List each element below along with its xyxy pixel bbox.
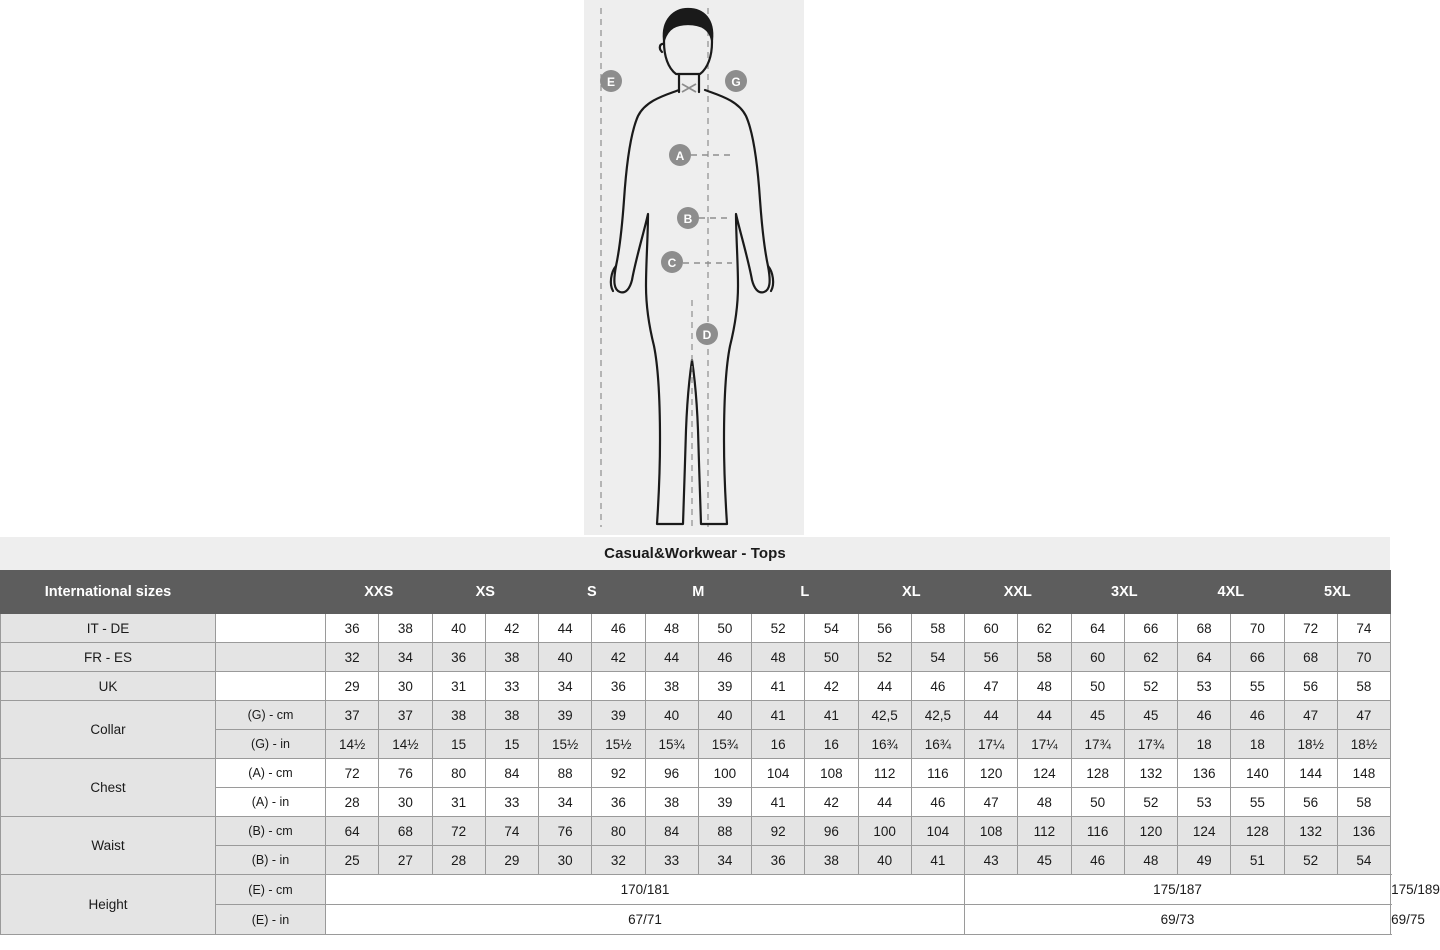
cell-value: 39: [592, 701, 645, 730]
cell-value: 33: [485, 672, 538, 701]
cell-value: 45: [1018, 846, 1071, 875]
cell-value: 80: [432, 759, 485, 788]
svg-text:C: C: [667, 256, 677, 270]
cell-value: 25: [326, 846, 379, 875]
cell-value: 108: [965, 817, 1018, 846]
cell-value: 64: [1071, 614, 1124, 643]
cell-value: 18½: [1284, 730, 1337, 759]
row-label: Waist: [1, 817, 216, 875]
svg-text:G: G: [731, 75, 741, 89]
cell-value: 48: [752, 643, 805, 672]
cell-value: 40: [858, 846, 911, 875]
table-row-height: (E) - in 67/71 69/73 69/75: [1, 905, 1391, 935]
table-row: [1, 759, 1391, 788]
cell-value: 31: [432, 672, 485, 701]
cell-value: 68: [1284, 643, 1337, 672]
table-row: [1, 643, 1391, 672]
collar-mark: [682, 84, 696, 92]
row-unit: [216, 643, 326, 672]
table-row: [1, 614, 1391, 643]
cell-value: 132: [1284, 817, 1337, 846]
cell-value: 56: [1284, 788, 1337, 817]
cell-value: 108: [805, 759, 858, 788]
cell-value: 34: [539, 672, 592, 701]
row-unit: (G) - in: [216, 730, 326, 759]
cell-value: 46: [911, 788, 964, 817]
cell-value: 30: [539, 846, 592, 875]
cell-value: 18: [1231, 730, 1284, 759]
cell-value: 39: [698, 672, 751, 701]
cell-value: 88: [539, 759, 592, 788]
marker-D: [696, 323, 718, 345]
cell-value: 70: [1231, 614, 1284, 643]
table-row-height: Height (E) - cm 170/181 175/187 175/189: [1, 875, 1391, 905]
cell-value: 54: [911, 643, 964, 672]
cell-value: 62: [1018, 614, 1071, 643]
cell-value: 32: [326, 643, 379, 672]
header-size-m: M: [645, 571, 752, 614]
cell-value: 92: [592, 759, 645, 788]
cell-value: 104: [752, 759, 805, 788]
cell-height-range: 69/73: [965, 905, 1391, 935]
cell-value: 15¾: [645, 730, 698, 759]
cell-value: 46: [1231, 701, 1284, 730]
cell-value: 48: [1018, 788, 1071, 817]
cell-value: 56: [1284, 672, 1337, 701]
cell-value: 47: [1337, 701, 1390, 730]
cell-value: 38: [379, 614, 432, 643]
cell-value: 15½: [592, 730, 645, 759]
cell-value: 17¼: [1018, 730, 1071, 759]
cell-value: 40: [539, 643, 592, 672]
cell-value: 15¾: [698, 730, 751, 759]
cell-value: 55: [1231, 788, 1284, 817]
cell-value: 46: [592, 614, 645, 643]
cell-value: 72: [1284, 614, 1337, 643]
cell-value: 96: [645, 759, 698, 788]
cell-value: 120: [965, 759, 1018, 788]
cell-value: 50: [1071, 788, 1124, 817]
cell-value: 15: [432, 730, 485, 759]
cell-value: 38: [485, 701, 538, 730]
cell-value: 48: [645, 614, 698, 643]
cell-value: 45: [1071, 701, 1124, 730]
cell-value: 56: [965, 643, 1018, 672]
chart-title-bar: [0, 537, 1390, 570]
cell-value: 44: [1018, 701, 1071, 730]
cell-value: 44: [858, 788, 911, 817]
cell-value: 41: [911, 846, 964, 875]
cell-value: 36: [592, 788, 645, 817]
cell-value: 136: [1178, 759, 1231, 788]
cell-value: 39: [539, 701, 592, 730]
cell-value: 40: [645, 701, 698, 730]
cell-value: 28: [432, 846, 485, 875]
cell-value: 76: [539, 817, 592, 846]
marker-B: [677, 207, 699, 229]
cell-value: 144: [1284, 759, 1337, 788]
cell-value: 104: [911, 817, 964, 846]
header-size-l: L: [752, 571, 859, 614]
marker-G: [725, 70, 747, 92]
header-size-s: S: [539, 571, 646, 614]
cell-value: 72: [326, 759, 379, 788]
marker-A: [669, 144, 691, 166]
cell-value: 27: [379, 846, 432, 875]
row-label: UK: [1, 672, 216, 701]
cell-value: 16¾: [858, 730, 911, 759]
cell-value: 38: [432, 701, 485, 730]
table-row: [1, 701, 1391, 730]
header-size-3xl: 3XL: [1071, 571, 1178, 614]
cell-value: 36: [752, 846, 805, 875]
svg-text:B: B: [683, 212, 693, 226]
header-size-xxl: XXL: [965, 571, 1072, 614]
row-unit: (A) - in: [216, 788, 326, 817]
cell-value: 48: [1124, 846, 1177, 875]
cell-value: 44: [965, 701, 1018, 730]
row-label: Height: [1, 875, 216, 935]
cell-value: 34: [698, 846, 751, 875]
cell-value: 56: [858, 614, 911, 643]
cell-value: 84: [645, 817, 698, 846]
cell-value: 58: [1018, 643, 1071, 672]
cell-value: 136: [1337, 817, 1390, 846]
cell-value: 66: [1231, 643, 1284, 672]
cell-value: 64: [1178, 643, 1231, 672]
row-label: Chest: [1, 759, 216, 817]
cell-value: 44: [645, 643, 698, 672]
cell-value: 29: [485, 846, 538, 875]
cell-value: 36: [326, 614, 379, 643]
cell-height-range: 175/187: [965, 875, 1391, 905]
cell-value: 62: [1124, 643, 1177, 672]
cell-value: 17¾: [1071, 730, 1124, 759]
cell-value: 31: [432, 788, 485, 817]
cell-value: 29: [326, 672, 379, 701]
cell-value: 52: [858, 643, 911, 672]
cell-value: 42,5: [911, 701, 964, 730]
cell-value: 92: [752, 817, 805, 846]
row-unit: [216, 614, 326, 643]
cell-value: 17¼: [965, 730, 1018, 759]
cell-value: 49: [1178, 846, 1231, 875]
cell-value: 60: [1071, 643, 1124, 672]
cell-value: 52: [1124, 788, 1177, 817]
cell-value: 116: [911, 759, 964, 788]
cell-value: 66: [1124, 614, 1177, 643]
cell-height-range: 170/181: [326, 875, 965, 905]
cell-value: 16: [805, 730, 858, 759]
cell-value: 14½: [379, 730, 432, 759]
body-measurement-diagram: [584, 0, 804, 535]
cell-value: 47: [1284, 701, 1337, 730]
cell-value: 54: [1337, 846, 1390, 875]
cell-value: 46: [1071, 846, 1124, 875]
cell-value: 16: [752, 730, 805, 759]
cell-value: 18: [1178, 730, 1231, 759]
cell-value: 40: [432, 614, 485, 643]
row-unit: (B) - cm: [216, 817, 326, 846]
cell-value: 55: [1231, 672, 1284, 701]
cell-value: 58: [1337, 672, 1390, 701]
header-international-sizes: International sizes: [1, 571, 216, 614]
cell-value: 124: [1018, 759, 1071, 788]
size-table: [0, 570, 1440, 935]
cell-value: 64: [326, 817, 379, 846]
cell-value: 128: [1071, 759, 1124, 788]
cell-value: 42: [592, 643, 645, 672]
cell-value: 41: [752, 788, 805, 817]
cell-value: 148: [1337, 759, 1390, 788]
cell-value: 40: [698, 701, 751, 730]
svg-text:E: E: [606, 75, 616, 89]
row-label: Collar: [1, 701, 216, 759]
marker-C: [661, 251, 683, 273]
cell-value: 140: [1231, 759, 1284, 788]
table-row: [1, 672, 1391, 701]
table-row: [1, 817, 1391, 846]
cell-value: 48: [1018, 672, 1071, 701]
row-unit: (G) - cm: [216, 701, 326, 730]
cell-value: 42: [805, 672, 858, 701]
cell-value: 39: [698, 788, 751, 817]
cell-value: 46: [911, 672, 964, 701]
cell-value: 84: [485, 759, 538, 788]
cell-value: 37: [379, 701, 432, 730]
cell-value: 38: [485, 643, 538, 672]
row-unit: (B) - in: [216, 846, 326, 875]
cell-value: 52: [1124, 672, 1177, 701]
cell-value: 18½: [1337, 730, 1390, 759]
cell-value: 34: [379, 643, 432, 672]
cell-value: 34: [539, 788, 592, 817]
cell-value: 28: [326, 788, 379, 817]
cell-value: 112: [1018, 817, 1071, 846]
cell-value: 36: [592, 672, 645, 701]
cell-value: 96: [805, 817, 858, 846]
cell-value: 72: [432, 817, 485, 846]
cell-value: 47: [965, 788, 1018, 817]
header-size-xxs: XXS: [326, 571, 433, 614]
cell-value: 100: [698, 759, 751, 788]
cell-value: 68: [1178, 614, 1231, 643]
size-table-wrap: [0, 570, 1440, 950]
cell-value: 128: [1231, 817, 1284, 846]
cell-value: 50: [698, 614, 751, 643]
cell-value: 132: [1124, 759, 1177, 788]
cell-value: 58: [1337, 788, 1390, 817]
cell-value: 33: [485, 788, 538, 817]
cell-height-range: 67/71: [326, 905, 965, 935]
cell-value: 42,5: [858, 701, 911, 730]
cell-value: 43: [965, 846, 1018, 875]
cell-value: 14½: [326, 730, 379, 759]
cell-value: 58: [911, 614, 964, 643]
size-table-body: [1, 571, 1440, 935]
cell-value: 46: [698, 643, 751, 672]
svg-text:A: A: [675, 149, 685, 163]
page-title: Casual&Workwear - Tops: [604, 545, 786, 562]
table-header-row: [1, 571, 1391, 614]
row-label: FR - ES: [1, 643, 216, 672]
row-unit: [216, 672, 326, 701]
cell-value: 44: [539, 614, 592, 643]
cell-value: 41: [752, 672, 805, 701]
cell-value: 38: [645, 672, 698, 701]
cell-value: 88: [698, 817, 751, 846]
cell-value: 74: [1337, 614, 1390, 643]
row-unit: (E) - cm: [216, 875, 326, 905]
cell-value: 100: [858, 817, 911, 846]
header-size-xl: XL: [858, 571, 965, 614]
cell-value: 70: [1337, 643, 1390, 672]
cell-value: 17¾: [1124, 730, 1177, 759]
cell-value: 54: [805, 614, 858, 643]
cell-value: 112: [858, 759, 911, 788]
header-unit-spacer: [216, 571, 326, 614]
cell-value: 42: [805, 788, 858, 817]
cell-value: 80: [592, 817, 645, 846]
cell-value: 53: [1178, 672, 1231, 701]
cell-value: 124: [1178, 817, 1231, 846]
cell-value: 74: [485, 817, 538, 846]
cell-value: 116: [1071, 817, 1124, 846]
cell-value: 50: [1071, 672, 1124, 701]
cell-value: 33: [645, 846, 698, 875]
cell-value: 42: [485, 614, 538, 643]
cell-value: 47: [965, 672, 1018, 701]
cell-value: 51: [1231, 846, 1284, 875]
cell-value: 53: [1178, 788, 1231, 817]
cell-value: 45: [1124, 701, 1177, 730]
cell-value: 52: [752, 614, 805, 643]
header-size-4xl: 4XL: [1178, 571, 1285, 614]
svg-text:D: D: [702, 328, 712, 342]
header-size-xs: XS: [432, 571, 539, 614]
cell-value: 76: [379, 759, 432, 788]
cell-value: 41: [752, 701, 805, 730]
cell-value: 60: [965, 614, 1018, 643]
header-size-5xl: 5XL: [1284, 571, 1391, 614]
cell-value: 30: [379, 788, 432, 817]
cell-value: 37: [326, 701, 379, 730]
row-unit: (E) - in: [216, 905, 326, 935]
cell-value: 15: [485, 730, 538, 759]
cell-value: 30: [379, 672, 432, 701]
row-label: IT - DE: [1, 614, 216, 643]
cell-value: 38: [805, 846, 858, 875]
cell-value: 15½: [539, 730, 592, 759]
marker-E: [600, 70, 622, 92]
cell-value: 41: [805, 701, 858, 730]
cell-value: 16¾: [911, 730, 964, 759]
cell-value: 120: [1124, 817, 1177, 846]
cell-value: 46: [1178, 701, 1231, 730]
cell-value: 38: [645, 788, 698, 817]
cell-value: 36: [432, 643, 485, 672]
row-unit: (A) - cm: [216, 759, 326, 788]
cell-value: 52: [1284, 846, 1337, 875]
cell-value: 68: [379, 817, 432, 846]
cell-value: 50: [805, 643, 858, 672]
cell-value: 32: [592, 846, 645, 875]
cell-value: 44: [858, 672, 911, 701]
